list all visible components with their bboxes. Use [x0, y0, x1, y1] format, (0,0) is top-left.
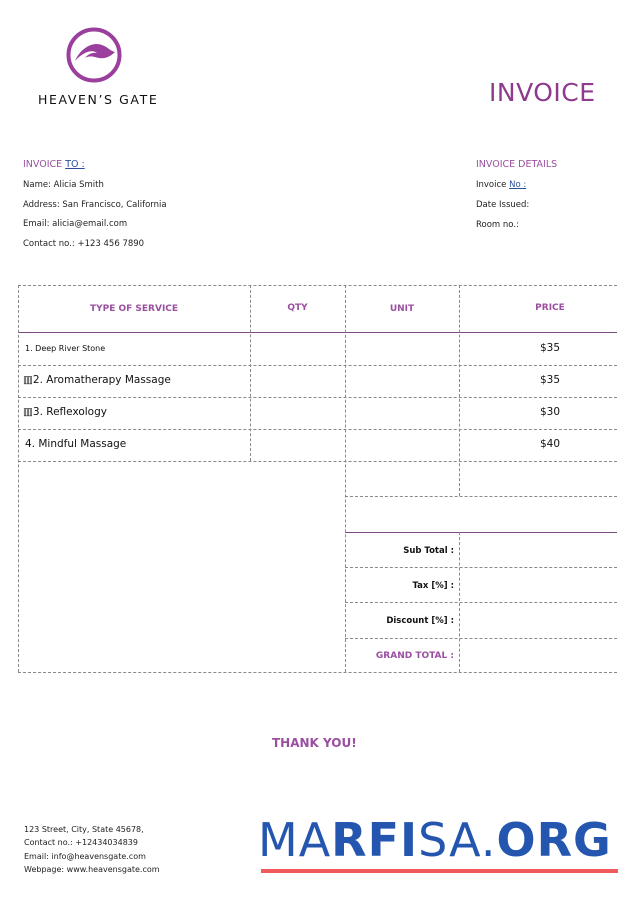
row-divider	[345, 638, 617, 639]
col-divider	[345, 285, 346, 672]
watermark-part: ORG	[496, 813, 612, 867]
price-cell: $35	[539, 342, 561, 354]
client-email: Email: alicia@email.com	[23, 219, 128, 229]
watermark-part: SA.	[418, 813, 497, 867]
invoice-to-heading-underlined: TO :	[65, 159, 85, 170]
service-cell: ▥3. Reflexology	[23, 406, 107, 418]
footer-email: Email: info@heavensgate.com	[24, 852, 146, 861]
client-name: Name: Alicia Smith	[23, 180, 104, 190]
table-border-left	[18, 285, 19, 672]
invoice-number	[476, 180, 526, 190]
row-divider	[18, 429, 617, 430]
footer-contact: Contact no.: +12434034839	[24, 838, 138, 847]
invoice-number-label: Invoice	[476, 180, 510, 190]
column-header-qty: QTY	[287, 303, 308, 313]
price-cell: $30	[539, 406, 561, 418]
watermark-part: RFI	[331, 813, 419, 867]
row-divider	[345, 496, 617, 497]
thank-you-message: THANK YOU!	[272, 736, 357, 750]
row-divider	[18, 365, 617, 366]
column-header-unit: UNIT	[389, 304, 415, 314]
service-cell: ▥2. Aromatherapy Massage	[23, 374, 171, 386]
column-header-service: TYPE OF SERVICE	[89, 304, 179, 314]
header-divider	[18, 332, 617, 333]
watermark-underline	[261, 869, 618, 873]
footer-webpage: Webpage: www.heavensgate.com	[24, 865, 160, 874]
date-issued: Date Issued:	[476, 200, 530, 210]
price-cell: $40	[539, 438, 561, 450]
invoice-to-heading-prefix: INVOICE	[23, 159, 66, 170]
grand-total-label: GRAND TOTAL :	[375, 651, 454, 661]
row-divider	[345, 567, 617, 568]
row-divider	[345, 602, 617, 603]
table-border-top	[18, 285, 617, 286]
invoice-to-heading	[23, 159, 85, 170]
row-divider	[18, 461, 617, 462]
watermark-part: MA	[258, 813, 332, 867]
price-cell: $35	[539, 374, 561, 386]
invoice-title: INVOICE	[489, 78, 596, 107]
discount-label: Discount [%] :	[386, 616, 454, 626]
sub-total-label: Sub Total :	[403, 546, 454, 556]
tax-label: Tax [%] :	[412, 581, 454, 591]
table-border-bottom	[18, 672, 617, 673]
invoice-number-underlined: No :	[509, 180, 527, 190]
footer-address: 123 Street, City, State 45678,	[24, 825, 144, 834]
col-divider	[459, 532, 460, 672]
brand-name: HEAVEN’S GATE	[38, 92, 159, 107]
column-header-price: PRICE	[535, 303, 565, 313]
service-cell: 4. Mindful Massage	[25, 438, 127, 450]
client-contact: Contact no.: +123 456 7890	[23, 239, 145, 249]
services-table	[18, 285, 617, 673]
row-divider	[18, 397, 617, 398]
invoice-details-heading: INVOICE DETAILS	[476, 159, 558, 170]
service-cell: 1. Deep River Stone	[25, 344, 106, 353]
col-divider	[459, 285, 460, 496]
summary-divider	[345, 532, 617, 533]
client-address: Address: San Francisco, California	[23, 200, 167, 210]
watermark-logo	[258, 812, 612, 868]
room-number: Room no.:	[476, 220, 519, 230]
logo-icon	[66, 27, 122, 83]
